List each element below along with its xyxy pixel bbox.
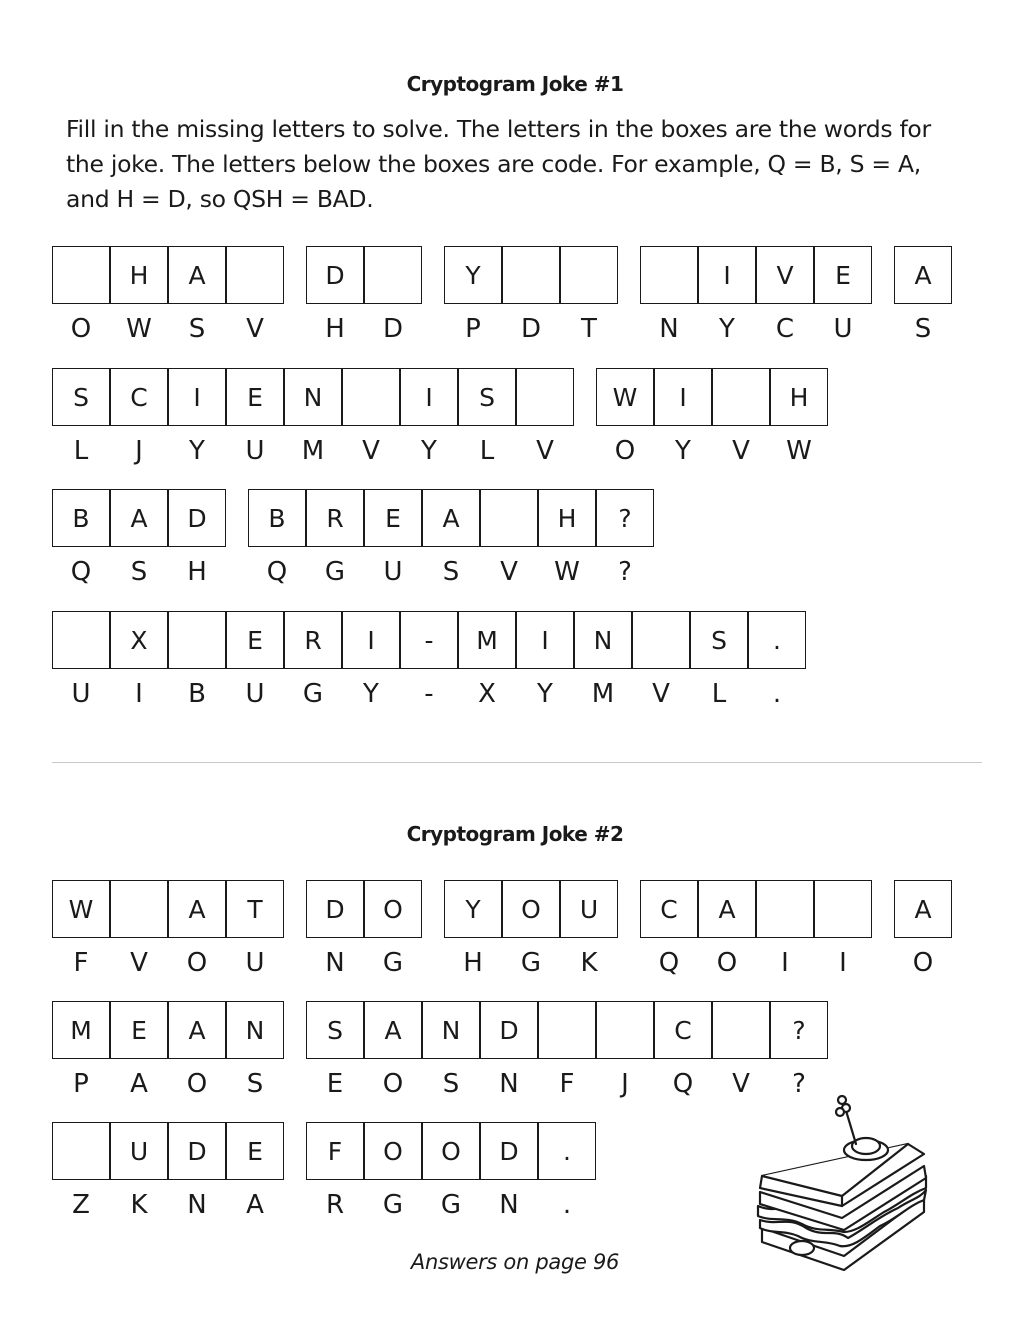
answer-letter-box[interactable]: A xyxy=(168,246,226,304)
code-letter: U xyxy=(245,436,265,466)
code-letter: A xyxy=(130,1069,148,1099)
code-letter: Q xyxy=(266,557,288,587)
code-letter: K xyxy=(580,948,598,978)
code-letter: I xyxy=(839,948,847,978)
answer-letter-box[interactable]: C xyxy=(640,880,698,938)
code-letter: . xyxy=(772,679,782,709)
joke1-title: Cryptogram Joke #1 xyxy=(406,72,624,96)
blank-letter-box[interactable] xyxy=(52,1122,110,1180)
answer-letter-box[interactable]: A xyxy=(364,1001,422,1059)
answer-letter-box[interactable]: . xyxy=(748,611,806,669)
answer-letter-box[interactable]: F xyxy=(306,1122,364,1180)
answer-letter-box[interactable]: R xyxy=(306,489,364,547)
blank-letter-box[interactable] xyxy=(632,611,690,669)
code-letter: U xyxy=(245,948,265,978)
answer-letter-box[interactable]: O xyxy=(502,880,560,938)
answer-letter-box[interactable]: D xyxy=(480,1122,538,1180)
answer-letter-box[interactable]: S xyxy=(690,611,748,669)
code-letter: N xyxy=(499,1069,519,1099)
code-letter: N xyxy=(499,1190,519,1220)
code-letter: V xyxy=(362,436,380,466)
blank-letter-box[interactable] xyxy=(168,611,226,669)
answer-letter-box[interactable]: D xyxy=(480,1001,538,1059)
answer-letter-box[interactable]: S xyxy=(52,368,110,426)
code-letter: O xyxy=(186,1069,208,1099)
code-letter: ? xyxy=(792,1069,806,1099)
code-letter: O xyxy=(382,1069,404,1099)
code-letter: L xyxy=(73,436,89,466)
code-letter: S xyxy=(130,557,148,587)
code-letter: I xyxy=(135,679,143,709)
blank-letter-box[interactable] xyxy=(640,246,698,304)
instructions: Fill in the missing letters to solve. The letters in the boxes are the words for the joke. The letters below the boxes are code. For example, Q = B, S = A, and H = D, so QSH = BAD. xyxy=(66,115,931,213)
code-letter: G xyxy=(382,948,404,978)
answer-letter-box[interactable]: N xyxy=(226,1001,284,1059)
answer-letter-box[interactable]: A xyxy=(110,489,168,547)
answer-letter-box[interactable]: A xyxy=(894,246,952,304)
code-letter: Y xyxy=(421,436,437,466)
code-letter: U xyxy=(245,679,265,709)
code-letter: Y xyxy=(189,436,205,466)
joke2-title: Cryptogram Joke #2 xyxy=(406,822,624,846)
divider xyxy=(52,762,982,763)
code-letter: U xyxy=(383,557,403,587)
code-letter: Y xyxy=(719,314,735,344)
code-letter: N xyxy=(659,314,679,344)
answer-letter-box[interactable]: E xyxy=(814,246,872,304)
answer-letter-box[interactable]: W xyxy=(596,368,654,426)
code-letter: J xyxy=(135,436,143,466)
code-letter: I xyxy=(781,948,789,978)
code-letter: S xyxy=(442,1069,460,1099)
answer-letter-box[interactable]: Y xyxy=(444,246,502,304)
answer-letter-box[interactable]: E xyxy=(226,368,284,426)
answer-letter-box[interactable]: H xyxy=(770,368,828,426)
code-letter: Y xyxy=(675,436,691,466)
answer-letter-box[interactable]: A xyxy=(698,880,756,938)
blank-letter-box[interactable] xyxy=(814,880,872,938)
code-letter: V xyxy=(732,436,750,466)
answer-letter-box[interactable]: E xyxy=(364,489,422,547)
answer-letter-box[interactable]: O xyxy=(364,880,422,938)
answer-letter-box[interactable]: O xyxy=(364,1122,422,1180)
answer-letter-box[interactable]: B xyxy=(52,489,110,547)
code-letter: W xyxy=(554,557,580,587)
code-letter: G xyxy=(520,948,542,978)
code-letter: Y xyxy=(363,679,379,709)
blank-letter-box[interactable] xyxy=(596,1001,654,1059)
code-letter: V xyxy=(732,1069,750,1099)
code-letter: V xyxy=(500,557,518,587)
code-letter: O xyxy=(716,948,738,978)
code-letter: Q xyxy=(70,557,92,587)
answer-letter-box[interactable]: Y xyxy=(444,880,502,938)
code-letter: B xyxy=(188,679,206,709)
answer-letter-box[interactable]: A xyxy=(168,1001,226,1059)
code-letter: V xyxy=(652,679,670,709)
code-letter: M xyxy=(301,436,325,466)
answers-note: Answers on page 96 xyxy=(410,1250,620,1274)
answer-letter-box[interactable]: C xyxy=(654,1001,712,1059)
blank-letter-box[interactable] xyxy=(52,246,110,304)
code-letter: P xyxy=(465,314,481,344)
answer-letter-box[interactable]: N xyxy=(284,368,342,426)
code-letter: R xyxy=(325,1190,345,1220)
code-letter: H xyxy=(463,948,483,978)
answer-letter-box[interactable]: M xyxy=(458,611,516,669)
sandwich-icon xyxy=(748,1088,938,1273)
blank-letter-box[interactable] xyxy=(342,368,400,426)
blank-letter-box[interactable] xyxy=(756,880,814,938)
answer-letter-box[interactable]: . xyxy=(538,1122,596,1180)
answer-letter-box[interactable]: I xyxy=(400,368,458,426)
answer-letter-box[interactable]: S xyxy=(458,368,516,426)
code-letter: S xyxy=(914,314,932,344)
answer-letter-box[interactable]: I xyxy=(654,368,712,426)
answer-letter-box[interactable]: M xyxy=(52,1001,110,1059)
code-letter: S xyxy=(442,557,460,587)
code-letter: G xyxy=(440,1190,462,1220)
blank-letter-box[interactable] xyxy=(712,368,770,426)
code-letter: W xyxy=(786,436,812,466)
code-letter: X xyxy=(478,679,496,709)
blank-letter-box[interactable] xyxy=(52,611,110,669)
blank-letter-box[interactable] xyxy=(226,246,284,304)
code-letter: V xyxy=(130,948,148,978)
code-letter: S xyxy=(246,1069,264,1099)
answer-letter-box[interactable]: A xyxy=(894,880,952,938)
answer-letter-box[interactable]: C xyxy=(110,368,168,426)
code-letter: M xyxy=(591,679,615,709)
answer-letter-box[interactable]: N xyxy=(422,1001,480,1059)
answer-letter-box[interactable]: N xyxy=(574,611,632,669)
blank-letter-box[interactable] xyxy=(110,880,168,938)
answer-letter-box[interactable]: - xyxy=(400,611,458,669)
blank-letter-box[interactable] xyxy=(502,246,560,304)
code-letter: O xyxy=(912,948,934,978)
code-letter: T xyxy=(581,314,597,344)
code-letter: - xyxy=(424,679,434,709)
answer-letter-box[interactable]: E xyxy=(110,1001,168,1059)
answer-letter-box[interactable]: T xyxy=(226,880,284,938)
code-letter: D xyxy=(520,314,542,344)
code-letter: W xyxy=(126,314,152,344)
answer-letter-box[interactable]: D xyxy=(306,246,364,304)
blank-letter-box[interactable] xyxy=(364,246,422,304)
code-letter: O xyxy=(70,314,92,344)
code-letter: Y xyxy=(537,679,553,709)
code-letter: Q xyxy=(658,948,680,978)
answer-letter-box[interactable]: D xyxy=(168,1122,226,1180)
answer-letter-box[interactable]: U xyxy=(110,1122,168,1180)
answer-letter-box[interactable]: H xyxy=(110,246,168,304)
answer-letter-box[interactable]: S xyxy=(306,1001,364,1059)
answer-letter-box[interactable]: R xyxy=(284,611,342,669)
answer-letter-box[interactable]: D xyxy=(168,489,226,547)
code-letter: H xyxy=(325,314,345,344)
answer-letter-box[interactable]: X xyxy=(110,611,168,669)
blank-letter-box[interactable] xyxy=(560,246,618,304)
answer-letter-box[interactable]: ? xyxy=(770,1001,828,1059)
code-letter: K xyxy=(130,1190,148,1220)
code-letter: U xyxy=(833,314,853,344)
code-letter: L xyxy=(479,436,495,466)
answer-letter-box[interactable]: A xyxy=(168,880,226,938)
code-letter: L xyxy=(711,679,727,709)
answer-letter-box[interactable]: ? xyxy=(596,489,654,547)
code-letter: ? xyxy=(618,557,632,587)
code-letter: S xyxy=(188,314,206,344)
code-letter: F xyxy=(559,1069,575,1099)
answer-letter-box[interactable]: W xyxy=(52,880,110,938)
answer-letter-box[interactable]: I xyxy=(342,611,400,669)
blank-letter-box[interactable] xyxy=(538,1001,596,1059)
answer-letter-box[interactable]: O xyxy=(422,1122,480,1180)
answer-letter-box[interactable]: I xyxy=(698,246,756,304)
code-letter: U xyxy=(71,679,91,709)
code-letter: O xyxy=(186,948,208,978)
answer-letter-box[interactable]: E xyxy=(226,611,284,669)
code-letter: O xyxy=(614,436,636,466)
code-letter: N xyxy=(187,1190,207,1220)
code-letter: Z xyxy=(72,1190,90,1220)
answer-letter-box[interactable]: I xyxy=(516,611,574,669)
code-letter: G xyxy=(382,1190,404,1220)
code-letter: V xyxy=(246,314,264,344)
blank-letter-box[interactable] xyxy=(480,489,538,547)
code-letter: H xyxy=(187,557,207,587)
answer-letter-box[interactable]: I xyxy=(168,368,226,426)
code-letter: C xyxy=(775,314,795,344)
code-letter: E xyxy=(326,1069,344,1099)
code-letter: P xyxy=(73,1069,89,1099)
code-letter: G xyxy=(324,557,346,587)
answer-letter-box[interactable]: D xyxy=(306,880,364,938)
code-letter: J xyxy=(621,1069,629,1099)
blank-letter-box[interactable] xyxy=(516,368,574,426)
code-letter: G xyxy=(302,679,324,709)
answer-letter-box[interactable]: A xyxy=(422,489,480,547)
code-letter: F xyxy=(73,948,89,978)
code-letter: . xyxy=(562,1190,572,1220)
blank-letter-box[interactable] xyxy=(712,1001,770,1059)
code-letter: Q xyxy=(672,1069,694,1099)
answer-letter-box[interactable]: H xyxy=(538,489,596,547)
code-letter: A xyxy=(246,1190,264,1220)
answer-letter-box[interactable]: B xyxy=(248,489,306,547)
answer-letter-box[interactable]: V xyxy=(756,246,814,304)
code-letter: D xyxy=(382,314,404,344)
code-letter: V xyxy=(536,436,554,466)
code-letter: N xyxy=(325,948,345,978)
answer-letter-box[interactable]: U xyxy=(560,880,618,938)
answer-letter-box[interactable]: E xyxy=(226,1122,284,1180)
